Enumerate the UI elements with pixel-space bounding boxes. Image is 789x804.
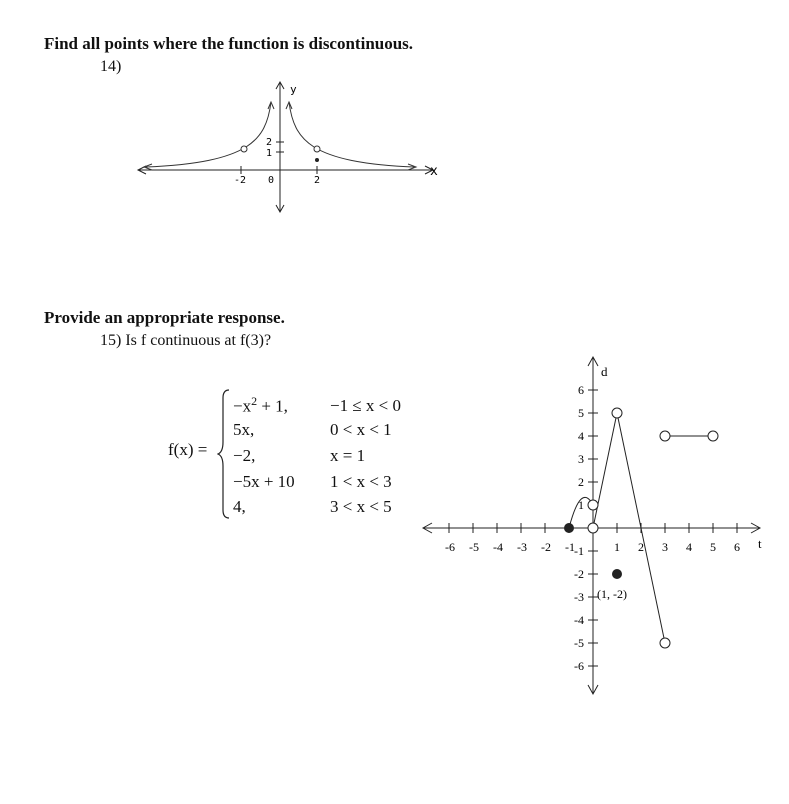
x-tick-label: 4 <box>686 540 692 554</box>
x-axis-label: t <box>758 536 762 551</box>
y-tick-label: -4 <box>574 613 584 627</box>
y-tick-label: 4 <box>578 429 584 443</box>
x-tick-label: -3 <box>517 540 527 554</box>
y-tick-label: 1 <box>578 498 584 512</box>
open-point-0-0 <box>588 523 598 533</box>
x-tick-label: 2 <box>638 540 644 554</box>
section-heading-2: Provide an appropriate response. <box>44 308 285 327</box>
y-tick-label: 2 <box>578 475 584 489</box>
piece-cond-1: −1 ≤ x < 0 <box>330 396 402 415</box>
piece-expr-1: $-x^2 + 1$, <box>233 394 288 416</box>
y-axis-label: d <box>601 364 608 379</box>
x-tick-label-2: 2 <box>314 175 321 186</box>
y-tick-label: -1 <box>574 544 584 558</box>
open-point-0-1 <box>588 500 598 510</box>
graph-discontinuity <box>128 80 448 215</box>
open-point-3-neg5 <box>660 638 670 648</box>
filled-point-2 <box>315 158 319 162</box>
piece-line-5x <box>593 413 617 528</box>
open-point-neg2 <box>241 146 247 152</box>
question-text: 15) Is f continuous at f(3)? <box>100 332 272 349</box>
x-tick-label: 5 <box>710 540 716 554</box>
piece-cond-3: x = 1 <box>330 446 366 465</box>
x-tick-label: 1 <box>614 540 620 554</box>
y-tick-label: -6 <box>574 659 584 673</box>
piece-expr-3: −2, <box>233 446 256 465</box>
point-label: (1, -2) <box>597 587 627 601</box>
open-point-3-4 <box>660 431 670 441</box>
y-axis-label: y <box>290 83 297 96</box>
y-tick-label: -2 <box>574 567 584 581</box>
x-tick-label: -2 <box>541 540 551 554</box>
function-lhs: f(x) = <box>168 440 208 459</box>
x-tick-label: -1 <box>565 540 575 554</box>
curve-left-branch <box>146 102 271 167</box>
y-tick-label: -5 <box>574 636 584 650</box>
question-number: 14) <box>100 58 122 75</box>
piece-expr-2: 5x, <box>233 420 255 439</box>
open-point-2 <box>314 146 320 152</box>
closed-point-neg1-0 <box>564 523 574 533</box>
y-tick-label: -3 <box>574 590 584 604</box>
graph-piecewise <box>415 352 785 697</box>
x-tick-label: -4 <box>493 540 503 554</box>
curve-right-branch <box>289 102 414 167</box>
piece-cond-4: 1 < x < 3 <box>330 472 392 491</box>
x-tick-label: -5 <box>469 540 479 554</box>
section-heading: Find all points where the function is discontinuous. <box>44 34 414 53</box>
x-tick-label: -6 <box>445 540 455 554</box>
piece-cond-5: 3 < x < 5 <box>330 497 392 516</box>
y-tick-label-2: 2 <box>266 137 273 148</box>
closed-point-1-neg2 <box>612 569 622 579</box>
x-tick-label-0: 0 <box>268 175 275 186</box>
x-tick-label-neg2: -2 <box>234 175 247 186</box>
x-tick-label: 3 <box>662 540 668 554</box>
piecewise-brace <box>217 388 231 520</box>
y-tick-label: 5 <box>578 406 584 420</box>
y-tick-label-1: 1 <box>266 148 273 159</box>
open-point-1-5 <box>612 408 622 418</box>
x-axis-label: x <box>430 164 438 179</box>
y-tick-label: 3 <box>578 452 584 466</box>
y-tick-label: 6 <box>578 383 584 397</box>
piece-expr-4: −5x + 10 <box>233 472 295 491</box>
piece-cond-2: 0 < x < 1 <box>330 420 392 439</box>
x-tick-label: 6 <box>734 540 740 554</box>
open-point-5-4 <box>708 431 718 441</box>
piece-expr-5: 4, <box>233 497 246 516</box>
